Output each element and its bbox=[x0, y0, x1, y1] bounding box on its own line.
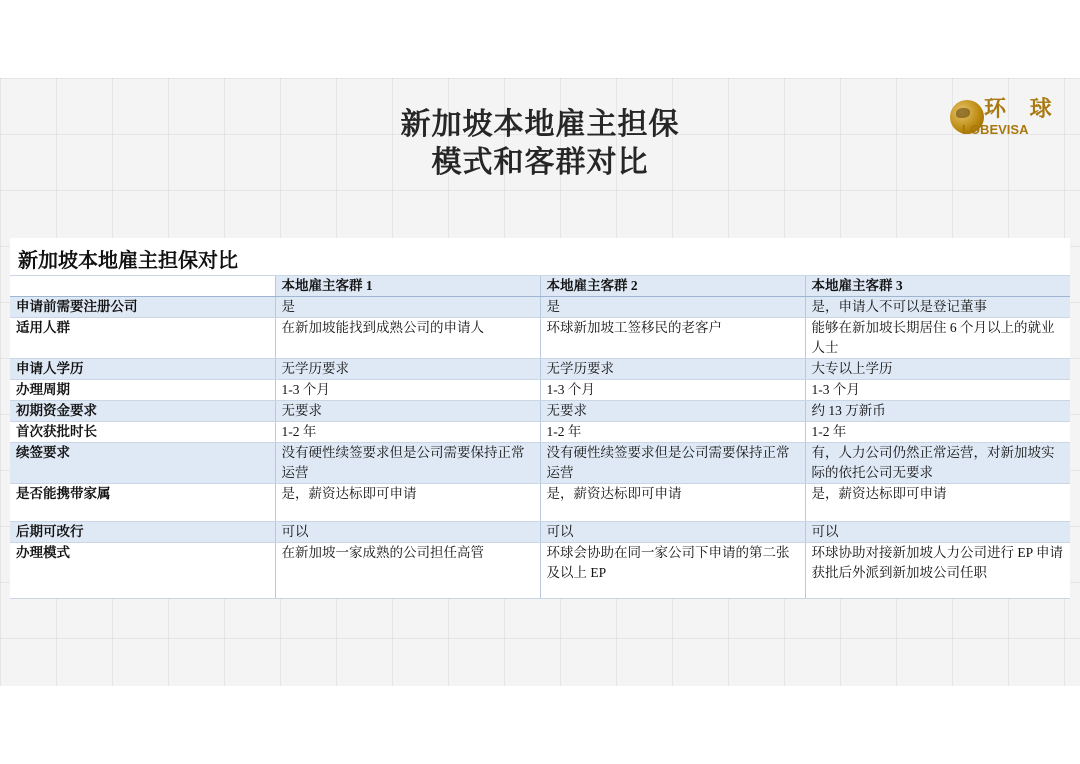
comparison-table bbox=[10, 275, 1070, 599]
table-row bbox=[10, 522, 1070, 543]
row-label: 申请人学历 bbox=[10, 359, 275, 380]
table-cell: 在新加坡能找到成熟公司的申请人 bbox=[275, 318, 540, 359]
row-label: 适用人群 bbox=[10, 318, 275, 359]
table-row bbox=[10, 380, 1070, 401]
table-cell: 没有硬性续签要求但是公司需要保持正常运营 bbox=[540, 443, 805, 484]
table-cell: 在新加坡一家成熟的公司担任高管 bbox=[275, 543, 540, 599]
table-cell: 无学历要求 bbox=[540, 359, 805, 380]
table-cell: 1-3 个月 bbox=[540, 380, 805, 401]
table-cell: 是，薪资达标即可申请 bbox=[275, 484, 540, 522]
header-cell-group2: 本地雇主客群 2 bbox=[540, 276, 805, 297]
slide-title-line1: 新加坡本地雇主担保 bbox=[400, 107, 680, 142]
table-row bbox=[10, 401, 1070, 422]
table-cell: 1-2 年 bbox=[275, 422, 540, 443]
table-cell: 没有硬性续签要求但是公司需要保持正常运营 bbox=[275, 443, 540, 484]
table-heading: 新加坡本地雇主担保对比 bbox=[18, 248, 238, 272]
table-row bbox=[10, 359, 1070, 380]
table-cell: 是 bbox=[540, 297, 805, 318]
table-header-row bbox=[10, 276, 1070, 297]
table-cell: 是 bbox=[275, 297, 540, 318]
logo-english-text: LOBEVISA bbox=[962, 122, 1029, 137]
table-row bbox=[10, 484, 1070, 522]
table-cell: 大专以上学历 bbox=[805, 359, 1070, 380]
logo-chinese-text: 环 球 bbox=[984, 96, 1060, 122]
table-cell: 1-3 个月 bbox=[275, 380, 540, 401]
table-cell: 1-3 个月 bbox=[805, 380, 1070, 401]
row-label: 申请前需要注册公司 bbox=[10, 297, 275, 318]
row-label: 首次获批时长 bbox=[10, 422, 275, 443]
table-cell: 环球会协助在同一家公司下申请的第二张及以上 EP bbox=[540, 543, 805, 599]
table-cell: 1-2 年 bbox=[805, 422, 1070, 443]
row-label: 是否能携带家属 bbox=[10, 484, 275, 522]
table-row bbox=[10, 318, 1070, 359]
table-cell: 可以 bbox=[275, 522, 540, 543]
table-cell: 可以 bbox=[540, 522, 805, 543]
table-cell: 环球新加坡工签移民的老客户 bbox=[540, 318, 805, 359]
header-cell-empty bbox=[10, 276, 275, 297]
row-label: 续签要求 bbox=[10, 443, 275, 484]
table-cell: 有，人力公司仍然正常运营，对新加坡实际的依托公司无要求 bbox=[805, 443, 1070, 484]
row-label: 初期资金要求 bbox=[10, 401, 275, 422]
table-cell: 是，薪资达标即可申请 bbox=[805, 484, 1070, 522]
table-cell: 是，薪资达标即可申请 bbox=[540, 484, 805, 522]
table-cell: 无要求 bbox=[540, 401, 805, 422]
row-label: 办理模式 bbox=[10, 543, 275, 599]
table-cell: 约 13 万新币 bbox=[805, 401, 1070, 422]
table-row bbox=[10, 422, 1070, 443]
row-label: 办理周期 bbox=[10, 380, 275, 401]
header-cell-group3: 本地雇主客群 3 bbox=[805, 276, 1070, 297]
table-cell: 无学历要求 bbox=[275, 359, 540, 380]
table-row bbox=[10, 443, 1070, 484]
slide-title-line2: 模式和客群对比 bbox=[431, 145, 649, 180]
table-cell: 是，申请人不可以是登记董事 bbox=[805, 297, 1070, 318]
globevisa-logo bbox=[950, 98, 1060, 142]
table-cell: 1-2 年 bbox=[540, 422, 805, 443]
table-cell: 环球协助对接新加坡人力公司进行 EP 申请获批后外派到新加坡公司任职 bbox=[805, 543, 1070, 599]
table-cell: 无要求 bbox=[275, 401, 540, 422]
table-cell: 能够在新加坡长期居住 6 个月以上的就业人士 bbox=[805, 318, 1070, 359]
table-row bbox=[10, 543, 1070, 599]
table-cell: 可以 bbox=[805, 522, 1070, 543]
row-label: 后期可改行 bbox=[10, 522, 275, 543]
table-row bbox=[10, 297, 1070, 318]
header-cell-group1: 本地雇主客群 1 bbox=[275, 276, 540, 297]
